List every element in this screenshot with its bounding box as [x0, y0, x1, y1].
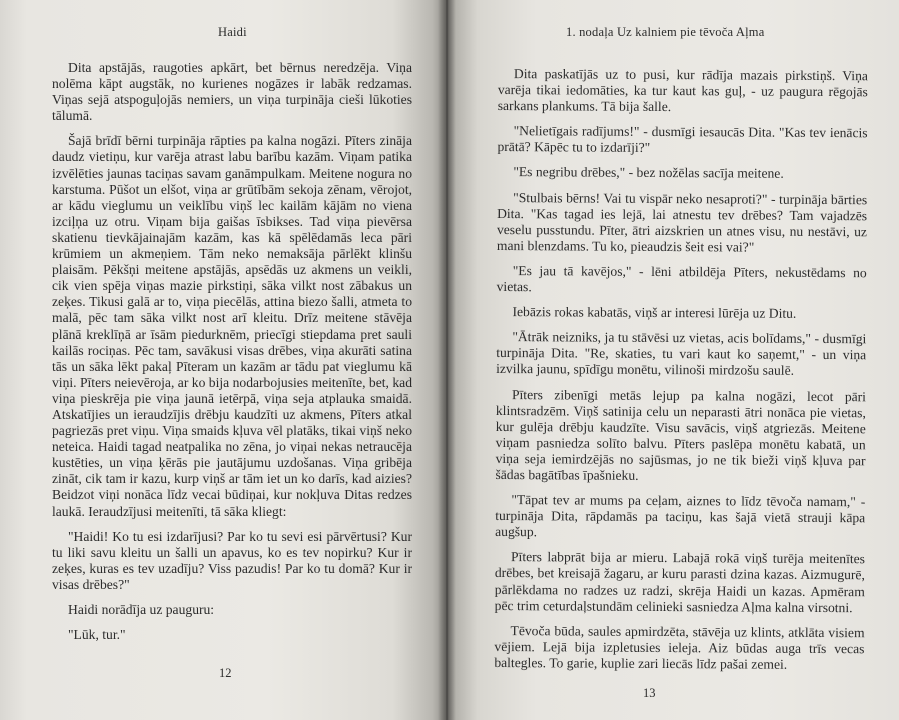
paragraph: "Stulbais bērns! Vai tu vispār neko nesaproti?" - turpināja bārties Dita. "Kas tagad ies lejā, lai atnestu tev drēbes? Tam vajadzēs veselu pusstundu. Pīter, ātri aizskrien un atnes visu, nu nestāvi, uz mani blenzdams. Tu ko, pieaudzis šeit esi vai?" [496, 189, 868, 255]
left-page [0, 0, 446, 720]
right-page [446, 0, 899, 720]
paragraph: Pīters labprāt bija ar mieru. Labajā rokā viņš turēja meitenītes drēbes, bet kreisajā žagaru, ar kuru parasti dzina kazas. Aizmugurē, pārlēkdama no radzes uz radzi, skrēja Haidi un kazas. Apmēram pēc trim ceturdaļstundām celinieki sasniedza Aļma kalna virsotni. [494, 549, 866, 615]
paragraph: "Haidi! Ko tu esi izdarījusi? Par ko tu sevi esi pārvērtusi? Kur tu liki savu kleitu un šalli un apavus, ko es tev nopirku? Kur ir zeķes, kuras es tev uzadīju? Viss pazudis! Par ko tu domā? Kur ir visas drēbes?" [52, 528, 412, 592]
book-gutter [438, 0, 456, 720]
running-head-right: 1. nodaļa Uz kalniem pie tēvoča Aļma [566, 25, 765, 39]
left-page-text [52, 60, 412, 652]
page-number-right: 13 [643, 686, 656, 700]
paragraph: Tēvoča būda, saules apmirdzēta, stāvēja uz klints, atklāta visiem vējiem. Lejā bija izpletusies ieleja. Aiz būdas auga trīs vecas baltegles. To garie, kuplie zari liecās līdz pašai zemei. [494, 622, 865, 672]
paragraph: "Tāpat tev ar mums pa ceļam, aiznes to līdz tēvoča namam," - turpināja Dita, rāpdamās pa taciņu, kas šajā vietā strauji kāpa augšup. [495, 492, 866, 540]
paragraph: "Lūk, tur." [68, 627, 126, 643]
paragraph: Šajā brīdī bērni turpināja rāpties pa kalna nogāzi. Pīters zināja daudz vietiņu, kur varēja atrast labu barību kazām. Viņam patika izvēlēties jaunas taciņas savam ganāmpulkam. Meitene nogura no karstuma. Pūšot un elšot, viņa ar grūtībām sekoja zēnam, vērojot, ar kādu vieglumu un veiklību viņš lec kailām kājām no viena izciļņa uz otru. Viņam bija gaišas īsbikses. Tad viņa pievērsa skatienu tievkājainajām kazām, kas kā spēlēdamās leca pāri krūmiem un akmeņiem. Tām neko nemaksāja pārlēkt klinšu plaisām. Pēkšņi meitene apstājās, apsēdās uz akmens un veikli, cik vien spēja viņas mazie pirkstiņi, sāka vilkt nost zābakus un zeķes. Tikusi galā ar to, viņa piecēlās, attina biezo šalli, atmeta to malā, pēc tam sāka vilkt nost arī kleitu. Drīz meitene stāvēja plānā kreklīņā ar īsām piedurknēm, priecīgi stiepdama pret sauli kailās rociņas. Pēc tam, savākusi visas drēbes, viņa akurāti satina tās un sāka lēkt pakaļ Pīteram un kazām ar tādu pat vieglumu kā viņi. Pīters neievēroja, ar ko bija nodarbojusies meitenīte, bet, kad viņa pieskrēja pie viņa jaunā ietērpā, viņa seja atplauka smaidā. Atskatījies un ieraudzījis drēbju kaudzīti uz akmens, Pīters atkal pagriezās pret viņu. Viņa smaids kļuva vēl platāks, tikai viņš neko neteica. Haidi tagad neatpalika no zēna, jo viņai nekas netraucēja kustēties, un viņa ķērās pie jautājumu uzdošanas. Viņa gribēja zināt, cik tam ir kazu, kurp viņš ar tām iet un ko darīs, kad aizies? Beidzot viņi nonāca līdz vecai būdiņai, kur nokļuva Ditas redzes laukā. Ieraudzījusi meitenīti, tā sāka kliegt: [52, 133, 412, 519]
paragraph: Pīters zibenīgi metās lejup pa kalna nogāzi, lecot pāri klintsradzēm. Viņš satinija celu un neparasti ātri nonāca pie vietas, kur gulēja drēbju kaudzīte. Visu savācis, viņš atgriezās. Meitene viņam pasniedza solīto balvu. Pīters paslēpa monētu kabatā, un viņa seja iemirdzējās no sajūsmas, jo ne tik bieži viņš kļuva par šādas bagātības īpašnieku. [495, 386, 867, 483]
paragraph: Dita apstājās, raugoties apkārt, bet bērnus neredzēja. Viņa nolēma kāpt augstāk, no kurienes nogāzes ir labāk redzamas. Viņas sejā atspoguļojās nemiers, un viņa turpināja cieši lūkoties tālumā. [52, 60, 412, 124]
paragraph: "Es jau tā kavējos," - lēni atbildēja Pīters, nekustēdams no vietas. [496, 263, 867, 295]
paragraph: "Es negribu drēbes," - bez nožēlas sacīja meitene. [513, 164, 784, 182]
paragraph: "Ātrāk neizniks, ja tu stāvēsi uz vietas, acis bolīdams," - dusmīgi turpināja Dita. "Re, skaties, tu vari kaut ko saņemt," - un viņa izvilka jaunu, spīdīgu monētu, vilinoši mirdzošu saulē. [496, 329, 867, 379]
paragraph: Iebāzis rokas kabatās, viņš ar interesi lūrēja uz Ditu. [512, 304, 797, 321]
page-number-left: 12 [219, 666, 232, 680]
paragraph: "Nelietīgais radījums!" - dusmīgi iesaucās Dita. "Kas tev ienācis prātā? Kāpēc tu to izdarīji?" [497, 123, 868, 156]
paragraph: Dita paskatījās uz to pusi, kur rādīja mazais pirkstiņš. Viņa varēja tikai iedomāties, ka tur kaut kas guļ, - uz paugura rēgojās sarkans plankums. Tā bija šalle. [497, 66, 868, 115]
paragraph: Haidi norādīja uz pauguru: [68, 602, 215, 617]
right-page-text [494, 66, 868, 682]
running-head-left: Haidi [218, 25, 247, 39]
